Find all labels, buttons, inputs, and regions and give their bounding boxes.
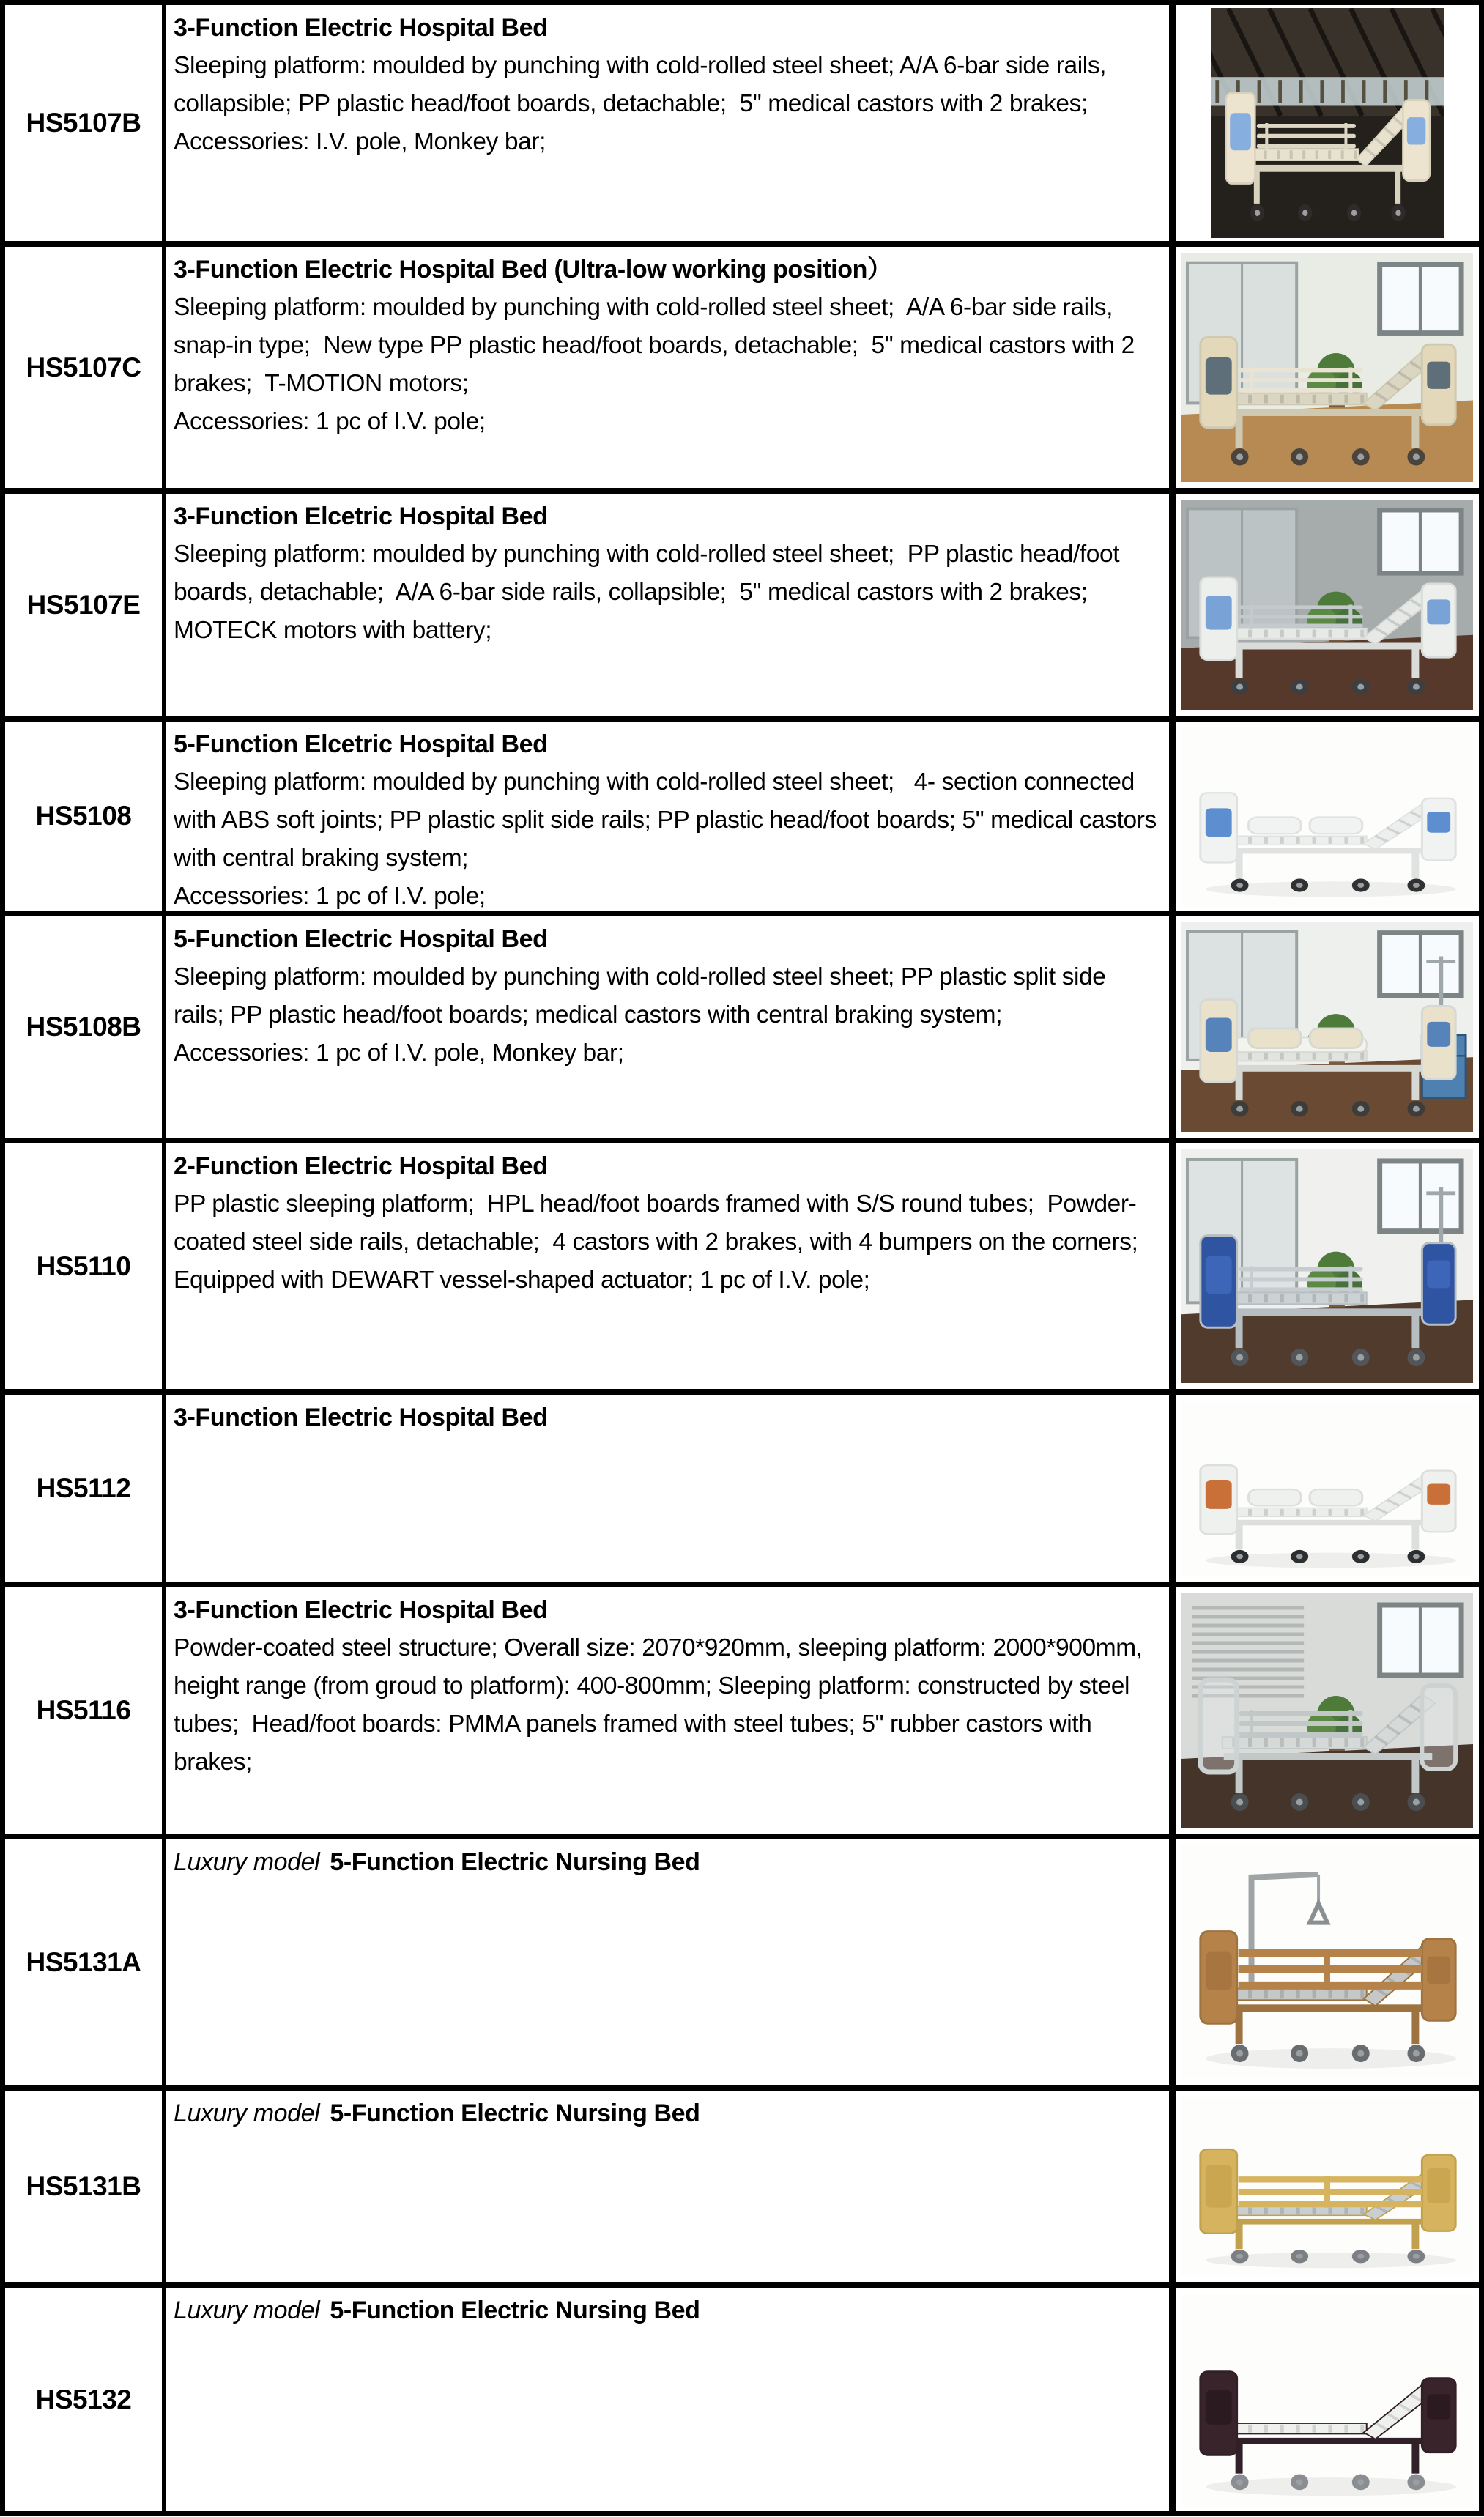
product-title-main: 3-Function Elcetric Hospital Bed bbox=[174, 503, 548, 530]
photo-cell bbox=[1176, 1587, 1479, 1834]
description-text: Sleeping platform: moulded by punching with cold-rolled steel sheet; A/A 6-bar side rails, snap-in type; New type PP plastic head/foot boards, detachable; 5" medical castors with 2 brakes; T-MOTION motors; bbox=[174, 294, 1141, 397]
product-photo bbox=[1181, 1401, 1473, 1576]
product-title bbox=[174, 1844, 1157, 1881]
product-photo bbox=[1211, 8, 1444, 238]
table-row bbox=[5, 916, 1479, 1143]
product-title bbox=[174, 2095, 1157, 2132]
model-number: HS5131B bbox=[26, 2171, 141, 2201]
product-description bbox=[174, 1629, 1157, 1782]
product-title bbox=[174, 726, 1157, 763]
photo-cell bbox=[1176, 5, 1479, 241]
description-cell bbox=[162, 1143, 1176, 1389]
photo-cell bbox=[1176, 722, 1479, 911]
product-title bbox=[174, 921, 1157, 958]
description-text: Sleeping platform: moulded by punching with cold-rolled steel sheet; A/A 6-bar side rails, collapsible; PP plastic head/foot boards, detachable; 5" medical castors with 2 brakes; Accessories: I.V. pole, Monkey bar; bbox=[174, 52, 1113, 155]
description-text: Powder-coated steel structure; Overall size: 2070*920mm, sleeping platform: 2000*900mm, height range (from groud to platform): 400-800mm; Sleeping platform: constructed by steel tubes; Head/foot boards: PMMA panels framed with steel tubes; 5" rubber castors with brakes; bbox=[174, 1634, 1149, 1776]
product-title bbox=[174, 1399, 1157, 1437]
description-text: PP plastic sleeping platform; HPL head/foot boards framed with S/S round tubes; Powder-coated steel side rails, detachable; 4 castors with 2 brakes, with 4 bumpers on the corners; Equipped with DEWART vessel-shaped actuator; 1 pc of I.V. pole; bbox=[174, 1190, 1151, 1294]
model-number: HS5116 bbox=[36, 1695, 131, 1725]
product-description bbox=[174, 289, 1157, 441]
description-cell bbox=[162, 247, 1176, 488]
table-row bbox=[5, 2288, 1479, 2511]
product-description bbox=[174, 47, 1157, 161]
description-text: Sleeping platform: moulded by punching with cold-rolled steel sheet; 4- section connected with ABS soft joints; PP plastic split side rails; PP plastic head/foot boards; 5" medical castors with central braking system; bbox=[174, 768, 1163, 872]
product-title-main: 3-Function Electric Hospital Bed (Ultra-low working position） bbox=[174, 256, 892, 283]
product-photo bbox=[1181, 727, 1473, 905]
description-cell bbox=[162, 2091, 1176, 2282]
photo-cell bbox=[1176, 247, 1479, 488]
product-photo bbox=[1181, 1845, 1473, 2079]
product-description bbox=[174, 763, 1163, 911]
model-cell bbox=[5, 722, 162, 911]
model-number: HS5108 bbox=[35, 801, 132, 831]
table-row bbox=[5, 1143, 1479, 1395]
description-cell bbox=[162, 1839, 1176, 2085]
photo-cell bbox=[1176, 2288, 1479, 2511]
description-text: Accessories: 1 pc of I.V. pole; bbox=[174, 407, 486, 435]
description-cell bbox=[162, 1395, 1176, 1582]
description-text: Sleeping platform: moulded by punching with cold-rolled steel sheet; PP plastic split side rails; PP plastic head/foot boards; medical castors with central braking system; bbox=[174, 963, 1113, 1028]
photo-cell bbox=[1176, 1143, 1479, 1389]
product-title-prefix: Luxury model bbox=[174, 2099, 320, 2127]
model-cell bbox=[5, 1395, 162, 1582]
model-number: HS5107C bbox=[26, 352, 141, 382]
description-cell bbox=[162, 722, 1176, 911]
product-title-main: 5-Function Electric Nursing Bed bbox=[330, 2297, 700, 2324]
description-cell bbox=[162, 2288, 1176, 2511]
product-title-prefix: Luxury model bbox=[174, 1848, 320, 1876]
photo-cell bbox=[1176, 916, 1479, 1138]
product-description bbox=[174, 958, 1157, 1072]
product-title-prefix: Luxury model bbox=[174, 2297, 320, 2324]
product-photo bbox=[1181, 922, 1473, 1132]
description-cell bbox=[162, 1587, 1176, 1834]
description-cell bbox=[162, 5, 1176, 241]
model-cell bbox=[5, 1143, 162, 1389]
model-cell bbox=[5, 2288, 162, 2511]
product-title bbox=[174, 1592, 1157, 1629]
model-number: HS5108B bbox=[26, 1012, 141, 1042]
product-photo bbox=[1181, 2294, 1473, 2505]
table-row bbox=[5, 2091, 1479, 2288]
product-description bbox=[174, 1185, 1157, 1300]
model-number: HS5107E bbox=[26, 589, 141, 620]
description-text: Sleeping platform: moulded by punching with cold-rolled steel sheet; PP plastic head/foot boards, detachable; A/A 6-bar side rails, collapsible; 5" medical castors with 2 brakes; MOTECK motors with battery; bbox=[174, 541, 1127, 644]
product-title bbox=[174, 498, 1157, 535]
product-title bbox=[174, 251, 1157, 289]
model-cell bbox=[5, 494, 162, 716]
model-number: HS5131A bbox=[26, 1946, 141, 1977]
product-title-main: 3-Function Electric Hospital Bed bbox=[174, 1596, 548, 1624]
product-title bbox=[174, 10, 1157, 47]
table-row bbox=[5, 722, 1479, 916]
product-title-main: 5-Function Electric Nursing Bed bbox=[330, 2099, 700, 2127]
model-cell bbox=[5, 247, 162, 488]
model-cell bbox=[5, 2091, 162, 2282]
product-title-main: 5-Function Electric Hospital Bed bbox=[174, 925, 548, 953]
model-cell bbox=[5, 5, 162, 241]
photo-cell bbox=[1176, 2091, 1479, 2282]
description-cell bbox=[162, 916, 1176, 1138]
product-photo bbox=[1181, 253, 1473, 482]
model-cell bbox=[5, 916, 162, 1138]
product-title-main: 5-Function Elcetric Hospital Bed bbox=[174, 730, 548, 758]
product-title bbox=[174, 2292, 1157, 2329]
model-number: HS5107B bbox=[26, 108, 141, 138]
model-number: HS5112 bbox=[36, 1472, 131, 1503]
product-title-main: 5-Function Electric Nursing Bed bbox=[330, 1848, 700, 1876]
model-number: HS5110 bbox=[36, 1250, 131, 1281]
product-description bbox=[174, 535, 1157, 650]
table-row bbox=[5, 5, 1479, 247]
table-row bbox=[5, 1395, 1479, 1587]
description-text: Accessories: 1 pc of I.V. pole, Monkey bar; bbox=[174, 1039, 624, 1067]
model-cell bbox=[5, 1587, 162, 1834]
product-title bbox=[174, 1148, 1157, 1185]
description-text: Accessories: 1 pc of I.V. pole; bbox=[174, 882, 486, 910]
product-photo bbox=[1181, 1593, 1473, 1828]
product-photo bbox=[1181, 1149, 1473, 1383]
table-row bbox=[5, 494, 1479, 722]
model-cell bbox=[5, 1839, 162, 2085]
product-photo bbox=[1181, 2097, 1473, 2276]
photo-cell bbox=[1176, 1395, 1479, 1582]
product-title-main: 3-Function Electric Hospital Bed bbox=[174, 1404, 548, 1431]
product-photo bbox=[1181, 500, 1473, 710]
table-row bbox=[5, 1587, 1479, 1839]
description-cell bbox=[162, 494, 1176, 716]
table-row bbox=[5, 1839, 1479, 2091]
product-title-main: 3-Function Electric Hospital Bed bbox=[174, 14, 548, 42]
photo-cell bbox=[1176, 494, 1479, 716]
product-title-main: 2-Function Electric Hospital Bed bbox=[174, 1152, 548, 1180]
model-number: HS5132 bbox=[35, 2384, 132, 2414]
photo-cell bbox=[1176, 1839, 1479, 2085]
table-row bbox=[5, 247, 1479, 494]
